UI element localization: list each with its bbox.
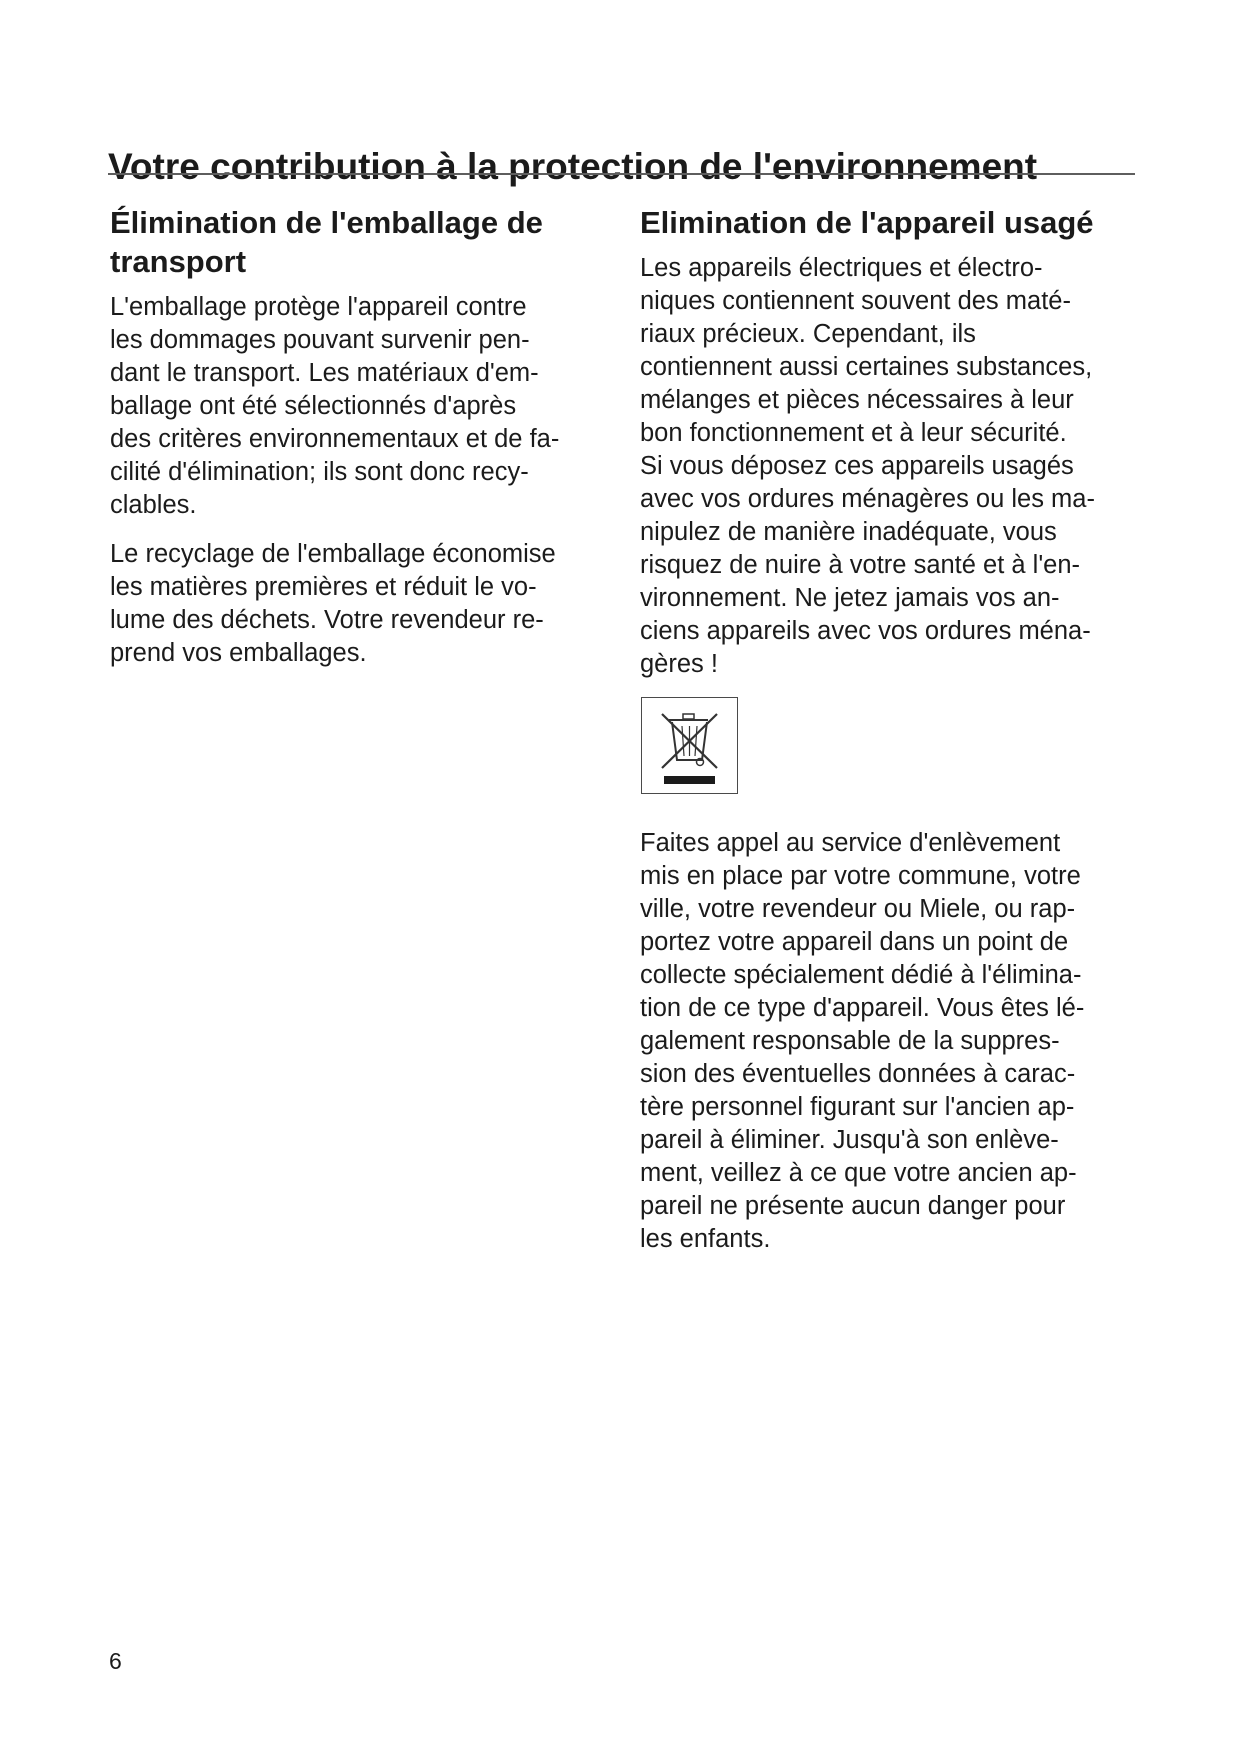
right-column: [640, 203, 1140, 1272]
packaging-paragraph-1: L'emballage protège l'appareil contre les dommages pouvant survenir pen- dant le transport. Les matériaux d'em- ballage ont été sélectionnés d'après des critères environnementaux et de fa- cilité d'élimination; ils sont donc recy- clables.: [110, 293, 560, 519]
old-appliance-paragraph-2: Faites appel au service d'enlèvement mis en place par votre commune, votre ville, votre revendeur ou Miele, ou rap- portez votre appareil dans un point de collecte spécialement dédié à l'élimina- tion de ce type d'appareil. Vous êtes lé- galement responsable de la suppres- sion des éventuelles données à carac- tère personnel figurant sur l'ancien ap- pareil à éliminer. Jusqu'à son enlève- ment, veillez à ce que votre ancien ap- pareil ne présente aucun danger pour les enfants.: [640, 829, 1085, 1253]
packaging-disposal-heading-text: Élimination de l'emballage de transport: [110, 205, 543, 279]
old-appliance-paragraph-1: Les appareils électriques et électro- niques contiennent souvent des maté- riaux précieux. Cependant, ils contiennent aussi certaines substances, mélanges et pièces nécessaires à leur bon fonctionnement et à leur sécurité. Si vous déposez ces appareils usagés avec vos ordures ménagères ou les ma- nipulez de manière inadéquate, vous risquez de nuire à votre santé et à l'en- vironnement. Ne jetez jamais vos an- ciens appareils avec vos ordures ména- gères !: [640, 254, 1095, 678]
page-number: 6: [109, 1648, 122, 1674]
page-title: Votre contribution à la protection de l'environnement: [108, 145, 1038, 187]
left-column: [110, 203, 610, 686]
old-appliance-disposal-heading: Elimination de l'appareil usagé: [640, 205, 1094, 240]
crossed-out-wheelie-bin-icon: [641, 697, 738, 794]
packaging-disposal-heading: [110, 203, 610, 281]
title-divider: [108, 173, 1135, 175]
packaging-paragraph-2: Le recyclage de l'emballage économise les matières premières et réduit le vo- lume des déchets. Votre revendeur re- prend vos emballages.: [110, 540, 556, 667]
